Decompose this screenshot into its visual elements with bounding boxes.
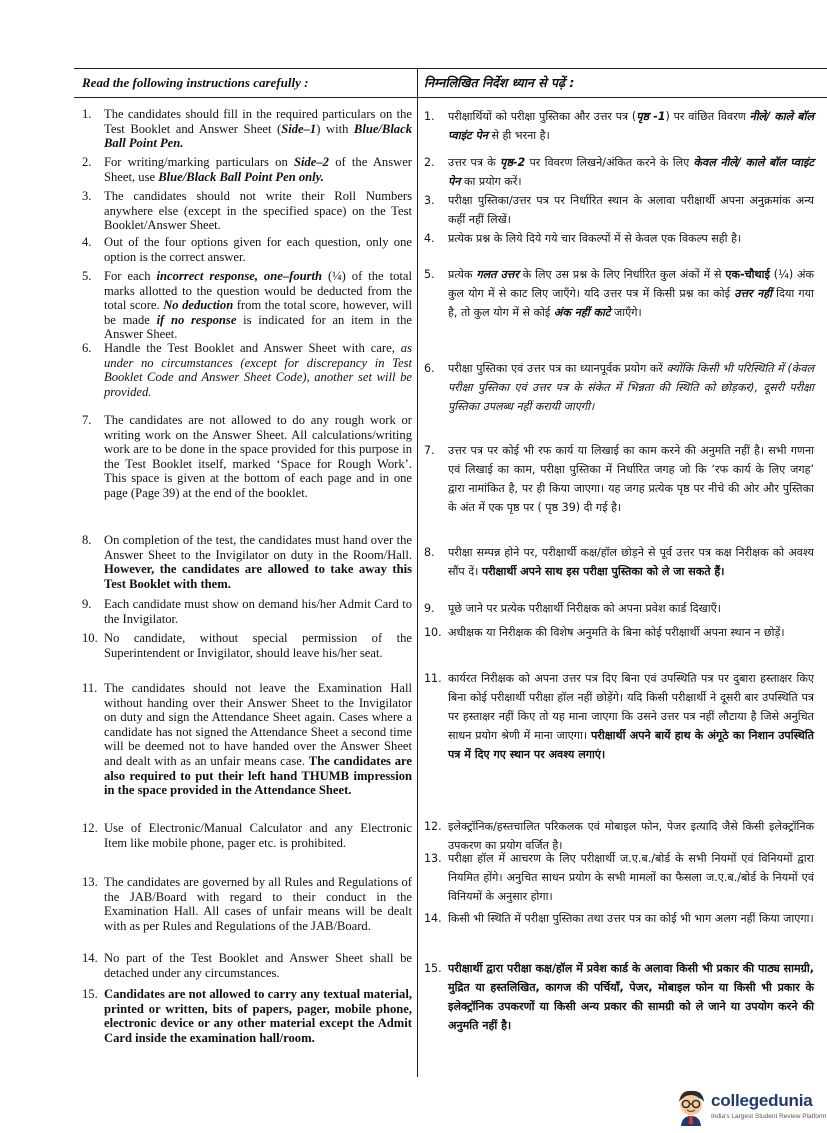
item-number: 8. xyxy=(424,546,435,559)
english-item-7 xyxy=(82,413,412,501)
item-text xyxy=(104,189,412,233)
text-run: of the Answer Sheet, use xyxy=(104,155,412,184)
text-run: उत्तर पत्र पर कोई भी रफ कार्य या लिखाई का काम करने की अनुमति नहीं है। सभी गणना एवं लिखाई का काम, परीक्षा पुस्तिका में निर्धारित जगह जो कि ‘रफ कार्य के लिए जगह’ द्वारा नामांकित है, पर ही किया जाएगा। यह जगह प्रत्येक पृष्ठ पर नीचे की ओर और पुस्तिका के अंत में एक पृष्ठ पर ( पृष्ठ 39) दी गई है। xyxy=(448,444,814,514)
text-run: परीक्षा पुस्तिका एवं उत्तर पत्र का ध्यानपूर्वक प्रयोग करें xyxy=(448,362,667,375)
text-run: उत्तर पत्र के xyxy=(448,156,501,169)
hindi-item-2 xyxy=(424,153,814,191)
item-text xyxy=(104,681,412,798)
text-run: The candidates are not allowed to do any rough work or writing work on the Answer Sheet. All calculations/writing work are to be done in the space provided for this purpose in the Test Booklet itself, marked ‘Space for Rough Work’. This space is given at the bottom of each page and in one page (Page 39) at the end of the booklet. xyxy=(104,413,412,500)
text-run: परीक्षार्थी द्वारा परीक्षा कक्ष/हॉल में प्रवेश कार्ड के अलावा किसी भी प्रकार की पाठ्य सामग्री, मुद्रित या हस्तलिखित, कागज की पर्चियाँ, पेजर, मोबाइल फोन या किसी भी प्रकार के इलेक्ट्रॉनिक उपकरणों या किसी अन्य प्रकार की सामग्री को ले जाने या उपयोग करने की अनुमति नहीं है। xyxy=(448,962,814,1032)
column-divider xyxy=(417,69,418,1077)
item-text xyxy=(104,107,412,151)
text-run: Out of the four options given for each question, only one option is the correct answer. xyxy=(104,235,412,264)
item-text xyxy=(448,191,814,229)
item-text xyxy=(448,849,814,906)
text-run: पर विवरण लिखने/अंकित करने के लिए xyxy=(525,156,694,169)
text-run: No candidate, without special permission of the Superintendent or Invigilator, should leave his/her seat. xyxy=(104,631,412,660)
hindi-item-5 xyxy=(424,265,814,322)
english-item-11 xyxy=(82,681,412,798)
text-run: Blue/Black Ball Point Pen only. xyxy=(158,169,324,184)
english-item-12 xyxy=(82,821,412,850)
text-run: का प्रयोग करें। xyxy=(460,175,522,188)
hindi-item-1 xyxy=(424,107,814,145)
item-number: 4. xyxy=(82,235,92,249)
english-item-15 xyxy=(82,987,412,1045)
text-run: गलत उत्तर xyxy=(476,268,519,281)
logo-tagline: India's Largest Student Review Platform xyxy=(711,1113,827,1120)
text-run: No part of the Test Booklet and Answer Sheet shall be detached under any circumstances. xyxy=(104,951,412,980)
text-run: नीले/ काले बॉल प्वाइंट पेन xyxy=(448,110,814,142)
text-run: The candidates are governed by all Rules and Regulations of the JAB/Board with regard to their conduct in the Examination Hall. All cases of unfair means will be dealt with as per Rules and Regulations of the JAB/Board. xyxy=(104,875,412,933)
text-run: ) with xyxy=(316,121,354,136)
item-text xyxy=(104,269,412,342)
item-number: 14. xyxy=(82,951,98,965)
item-text xyxy=(104,987,412,1045)
item-number: 15. xyxy=(424,962,442,975)
text-run: किसी भी स्थिति में परीक्षा पुस्तिका तथा उत्तर पत्र का कोई भी भाग अलग नहीं किया जाएगा। xyxy=(448,912,814,925)
text-run: के लिए उस प्रश्न के लिए निर्धारित कुल अंकों में से xyxy=(518,268,726,281)
text-run: दिया गया है, तो कुल योग में से कोई xyxy=(448,287,814,319)
text-run: परीक्षा सम्पन्न होने पर, परीक्षार्थी कक्ष/हॉल छोड़ने से पूर्व उत्तर पत्र कक्ष निरीक्षक को अवश्य सौंप दें। xyxy=(448,546,814,578)
english-item-1 xyxy=(82,107,412,151)
text-run: Side–2 xyxy=(293,155,329,169)
text-run: For writing/marking particulars on xyxy=(104,155,294,169)
hindi-heading: निम्नलिखित निर्देश ध्यान से पढ़ें : xyxy=(424,75,575,90)
text-run: केवल नीले/ काले बॉल प्वाइंट पेन xyxy=(448,156,814,188)
item-number: 3. xyxy=(82,189,92,203)
item-number: 12. xyxy=(424,820,442,833)
item-text xyxy=(448,599,814,618)
item-text xyxy=(448,359,814,416)
text-run: incorrect response, one–fourth xyxy=(156,269,323,283)
text-run: पृष्ठ -1 xyxy=(636,110,666,123)
item-text xyxy=(104,875,412,933)
text-run: प्रत्येक प्रश्न के लिये दिये गये चार विकल्पों में से केवल एक विकल्प सही है। xyxy=(448,232,742,245)
text-run: परीक्षार्थियों को परीक्षा पुस्तिका और उत्तर पत्र ( xyxy=(448,110,637,123)
item-text xyxy=(448,441,814,517)
instructions-table xyxy=(74,68,827,1077)
text-run: से ही भरना है। xyxy=(487,129,550,142)
text-run: (¼) अंक कुल योग में से काट लिए जाएँगे। यदि उत्तर पत्र में किसी प्रश्न का कोई xyxy=(448,268,814,300)
text-run: क्योंकि किसी भी परिस्थिति में (केवल परीक्षा पुस्तिका एवं उत्तर पत्र के संकेत में भिन्नता की स्थिति को छोड़कर), दूसरी परीक्षा पुस्तिका उपलब्ध नहीं करायी जाएगी। xyxy=(448,362,815,413)
hindi-item-3 xyxy=(424,191,814,229)
item-number: 9. xyxy=(82,597,92,611)
english-item-10 xyxy=(82,631,412,660)
text-run: कार्यरत निरीक्षक को अपना उत्तर पत्र दिए बिना एवं उपस्थिति पत्र पर दुबारा हस्ताक्षर किए बिना कोई परीक्षार्थी परीक्षा हॉल नहीं छोड़ेंगे। यदि किसी परीक्षार्थी ने दूसरी बार उपस्थिति पत्र पर हस्ताक्षर नहीं किए तो यह माना जाएगा कि उसने उत्तर पत्र नहीं लौटाया है जिसे अनुचित साधन प्रयोग श्रेणी में माना जाएगा। xyxy=(448,672,814,742)
item-number: 12. xyxy=(82,821,98,835)
item-number: 10. xyxy=(424,626,442,639)
item-text xyxy=(104,597,412,626)
text-run: The candidates are also required to put their left hand THUMB impression in the space provided in the Attendance Sheet. xyxy=(104,753,412,798)
text-run: Handle the Test Booklet and Answer Sheet with care, xyxy=(104,341,401,355)
text-run: The candidates should not write their Roll Numbers anywhere else (except in the specified space) on the Test Booklet/Answer Sheet. xyxy=(104,189,412,233)
text-run: Side–1 xyxy=(281,121,317,136)
item-text xyxy=(104,533,412,591)
hindi-item-14 xyxy=(424,909,814,928)
text-run: अधीक्षक या निरीक्षक की विशेष अनुमति के बिना कोई परीक्षार्थी अपना स्थान न छोड़ें। xyxy=(448,626,785,639)
item-text xyxy=(104,341,412,399)
item-number: 9. xyxy=(424,602,435,615)
item-number: 13. xyxy=(82,875,98,889)
text-run: ) पर वांछित विवरण xyxy=(665,110,750,123)
hindi-item-6 xyxy=(424,359,814,416)
text-run: उत्तर नहीं xyxy=(734,287,772,300)
text-run: as under no circumstances (except for discrepancy in Test Booklet Code and Answer Sheet Code), another set will be provided. xyxy=(104,341,412,399)
item-text xyxy=(448,265,814,322)
english-item-9 xyxy=(82,597,412,626)
text-run: Use of Electronic/Manual Calculator and any Electronic Item like mobile phone, pager etc. is prohibited. xyxy=(104,821,412,850)
item-text xyxy=(448,229,814,248)
collegedunia-logo xyxy=(673,1088,827,1128)
text-run: पूछे जाने पर प्रत्येक परीक्षार्थी निरीक्षक को अपना प्रवेश कार्ड दिखाएँ। xyxy=(448,602,721,615)
text-run: (¼) of the total marks allotted to the question would be deducted from the total score. xyxy=(104,269,412,313)
text-run: The candidates should not leave the Examination Hall without handing over their Answer Sheet to the Invigilator on duty and sign the Attendance Sheet again. Cases where a candidate has not signed the Attendance Sheet a second time will be deemed not to have handed over the Answer Sheet and dealt with as an unfair means case. xyxy=(104,681,412,768)
item-number: 2. xyxy=(82,155,92,169)
item-text xyxy=(448,153,814,191)
item-number: 10. xyxy=(82,631,98,645)
item-number: 14. xyxy=(424,912,442,925)
item-text xyxy=(104,951,412,980)
logo-wordmark: collegedunia xyxy=(711,1091,813,1110)
item-text xyxy=(448,623,814,642)
item-number: 2. xyxy=(424,156,435,169)
english-item-3 xyxy=(82,189,412,233)
text-run: is indicated for an item in the Answer Sheet. xyxy=(104,312,412,342)
item-text xyxy=(448,909,814,928)
text-run: if no response xyxy=(156,312,237,327)
text-run: जाएँगे। xyxy=(610,306,642,319)
item-number: 6. xyxy=(424,362,435,375)
item-text xyxy=(104,155,412,184)
hindi-item-10 xyxy=(424,623,814,642)
item-number: 6. xyxy=(82,341,92,355)
item-number: 11. xyxy=(424,672,442,685)
hindi-item-13 xyxy=(424,849,814,906)
mascot-icon xyxy=(673,1088,709,1126)
english-item-14 xyxy=(82,951,412,980)
text-run: परीक्षा हॉल में आचरण के लिए परीक्षार्थी ज.ए.ब./बोर्ड के सभी नियमों एवं विनियमों द्वारा नियमित होंगे। अनुचित साधन प्रयोग के सभी मामलों का फैसला ज.ए.ब./बोर्ड के नियमों एवं विनियमों के अनुसार होगा। xyxy=(448,852,814,903)
text-run: Candidates are not allowed to carry any textual material, printed or written, bits of papers, pager, mobile phone, electronic device or any other material except the Admit Card inside the examination hall/room. xyxy=(104,987,412,1045)
item-number: 7. xyxy=(424,444,435,457)
text-run: Blue/Black Ball Point Pen. xyxy=(104,121,412,151)
text-run: On completion of the test, the candidates must hand over the Answer Sheet to the Invigilator on duty in the Room/Hall. xyxy=(104,533,412,562)
english-item-6 xyxy=(82,341,412,399)
text-run: इलेक्ट्रॉनिक/हस्तचालित परिकलक एवं मोबाइल फोन, पेजर इत्यादि जैसे किसी इलेक्ट्रॉनिक उपकरण का प्रयोग वर्जित है। xyxy=(448,820,814,852)
item-number: 15. xyxy=(82,987,98,1001)
text-run: For each xyxy=(104,269,157,283)
item-number: 5. xyxy=(82,269,92,283)
text-run: परीक्षार्थी अपने साथ इस परीक्षा पुस्तिका को ले जा सकते हैं। xyxy=(481,565,725,578)
hindi-item-15 xyxy=(424,959,814,1035)
instructions-page xyxy=(74,68,827,1076)
english-heading: Read the following instructions carefully : xyxy=(82,75,309,90)
text-run: प्रत्येक xyxy=(448,268,477,281)
text-run: परीक्षार्थी अपने बायें हाथ के अंगूठे का निशान उपस्थिति पत्र में दिए गए स्थान पर अवश्य लगाएं। xyxy=(448,729,814,761)
item-text xyxy=(104,413,412,501)
item-text xyxy=(104,821,412,850)
english-item-13 xyxy=(82,875,412,933)
text-run: पृष्ठ-2 xyxy=(500,156,526,169)
item-number: 1. xyxy=(424,110,435,123)
english-item-8 xyxy=(82,533,412,591)
item-text xyxy=(104,631,412,660)
english-item-4 xyxy=(82,235,412,264)
item-text xyxy=(448,543,814,581)
text-run: The candidates should fill in the required particulars on the Test Booklet and Answer Sheet ( xyxy=(104,107,412,136)
item-number: 11. xyxy=(82,681,98,695)
item-text xyxy=(448,669,814,764)
text-run: However, the candidates are allowed to take away this Test Booklet with them. xyxy=(104,562,412,591)
hindi-item-8 xyxy=(424,543,814,581)
hindi-item-9 xyxy=(424,599,814,618)
item-number: 3. xyxy=(424,194,435,207)
hindi-item-4 xyxy=(424,229,814,248)
item-number: 1. xyxy=(82,107,92,121)
item-number: 13. xyxy=(424,852,442,865)
item-text xyxy=(448,107,814,145)
text-run: एक-चौथाई xyxy=(725,268,770,281)
item-number: 8. xyxy=(82,533,92,547)
english-item-5 xyxy=(82,269,412,342)
item-number: 5. xyxy=(424,268,435,281)
text-run: अंक नहीं काटे xyxy=(553,306,611,319)
text-run: परीक्षा पुस्तिका/उत्तर पत्र पर निर्धारित स्थान के अलावा परीक्षार्थी अपना अनुक्रमांक अन्य कहीं नहीं लिखें। xyxy=(448,194,814,226)
hindi-item-7 xyxy=(424,441,814,517)
item-number: 7. xyxy=(82,413,92,427)
text-run: Each candidate must show on demand his/her Admit Card to the Invigilator. xyxy=(104,597,412,626)
text-run: No deduction xyxy=(163,298,234,313)
item-text xyxy=(448,959,814,1035)
item-text xyxy=(104,235,412,264)
text-run: from the total score, however, will be made xyxy=(104,298,412,327)
hindi-item-11 xyxy=(424,669,814,764)
english-item-2 xyxy=(82,155,412,184)
item-number: 4. xyxy=(424,232,435,245)
table-header xyxy=(74,69,827,98)
